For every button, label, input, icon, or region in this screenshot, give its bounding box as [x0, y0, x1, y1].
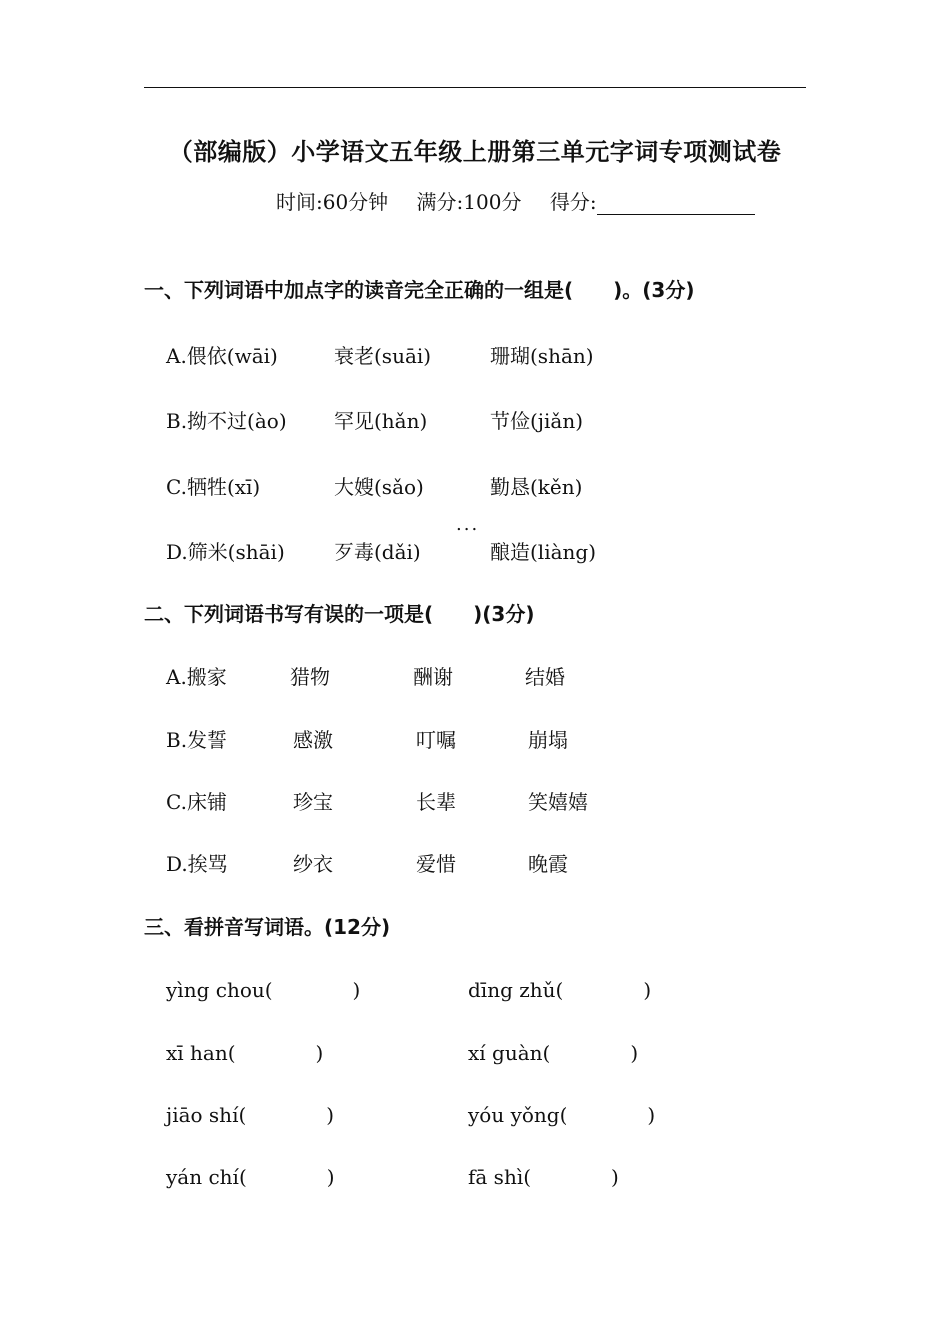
score-blank[interactable]	[597, 196, 755, 215]
pinyin-item[interactable]: yán chí( )	[166, 1165, 335, 1189]
q2-c-word-2: 珍宝	[293, 790, 333, 814]
pinyin-item[interactable]: fā shì( )	[468, 1165, 619, 1189]
score-label: 得分:	[549, 190, 597, 214]
q2-c-word-3: 长辈	[416, 790, 456, 814]
q1-a-word-1: A.偎依(wāi)	[166, 344, 278, 368]
pinyin-item[interactable]: yóu yǒng( )	[468, 1103, 656, 1127]
q1-a-word-3: 珊瑚(shān)	[490, 344, 594, 368]
q1-a-word-2: 衰老(suāi)	[334, 344, 432, 368]
q2-a-word-4: 结婚	[525, 665, 565, 689]
emphasis-dots: ...	[456, 514, 480, 535]
q2-a-word-1: A.搬家	[166, 665, 227, 689]
page-title: （部编版）小学语文五年级上册第三单元字词专项测试卷	[168, 138, 782, 166]
q1-c-word-3: 勤恳(kěn)	[490, 475, 583, 499]
question-2-heading: 二、下列词语书写有误的一项是( )(3分)	[144, 602, 535, 626]
q2-b-word-2: 感激	[293, 728, 333, 752]
q2-b-word-4: 崩塌	[528, 728, 568, 752]
pinyin-item[interactable]: yìng chou( )	[166, 978, 361, 1002]
top-rule	[144, 87, 806, 88]
q1-b-word-1: B.拗不过(ào)	[166, 409, 287, 433]
question-1-heading: 一、下列词语中加点字的读音完全正确的一组是( )。(3分)	[144, 278, 695, 302]
time-info: 时间:60分钟	[276, 190, 389, 214]
pinyin-item[interactable]: xí guàn( )	[468, 1041, 639, 1065]
pinyin-item[interactable]: xī han( )	[166, 1041, 324, 1065]
q2-d-word-3: 爱惜	[416, 852, 456, 876]
question-3-heading: 三、看拼音写词语。(12分)	[144, 915, 391, 939]
exam-meta	[276, 186, 755, 215]
q1-b-word-2: 罕见(hǎn)	[334, 409, 428, 433]
q2-d-word-1: D.挨骂	[166, 852, 228, 876]
q2-c-word-4: 笑嬉嬉	[528, 790, 588, 814]
q2-b-word-1: B.发誓	[166, 728, 228, 752]
q2-c-word-1: C.床铺	[166, 790, 227, 814]
q2-d-word-4: 晚霞	[528, 852, 568, 876]
q1-b-word-3: 节俭(jiǎn)	[490, 409, 584, 433]
q2-a-word-2: 猎物	[290, 665, 330, 689]
q1-c-word-1: C.牺牲(xī)	[166, 475, 261, 499]
q1-c-word-2: 大嫂(sǎo)	[334, 475, 424, 499]
q2-d-word-2: 纱衣	[293, 852, 333, 876]
pinyin-item[interactable]: dīng zhǔ( )	[468, 978, 652, 1002]
full-score-info: 满分:100分	[416, 190, 522, 214]
q1-d-word-2: 歹毒(dǎi)	[334, 540, 421, 564]
q1-d-word-3: 酿造(liàng)	[490, 540, 597, 564]
pinyin-item[interactable]: jiāo shí( )	[166, 1103, 335, 1127]
q2-a-word-3: 酬谢	[413, 665, 453, 689]
q2-b-word-3: 叮嘱	[416, 728, 456, 752]
q1-d-word-1: D.筛米(shāi)	[166, 540, 285, 564]
